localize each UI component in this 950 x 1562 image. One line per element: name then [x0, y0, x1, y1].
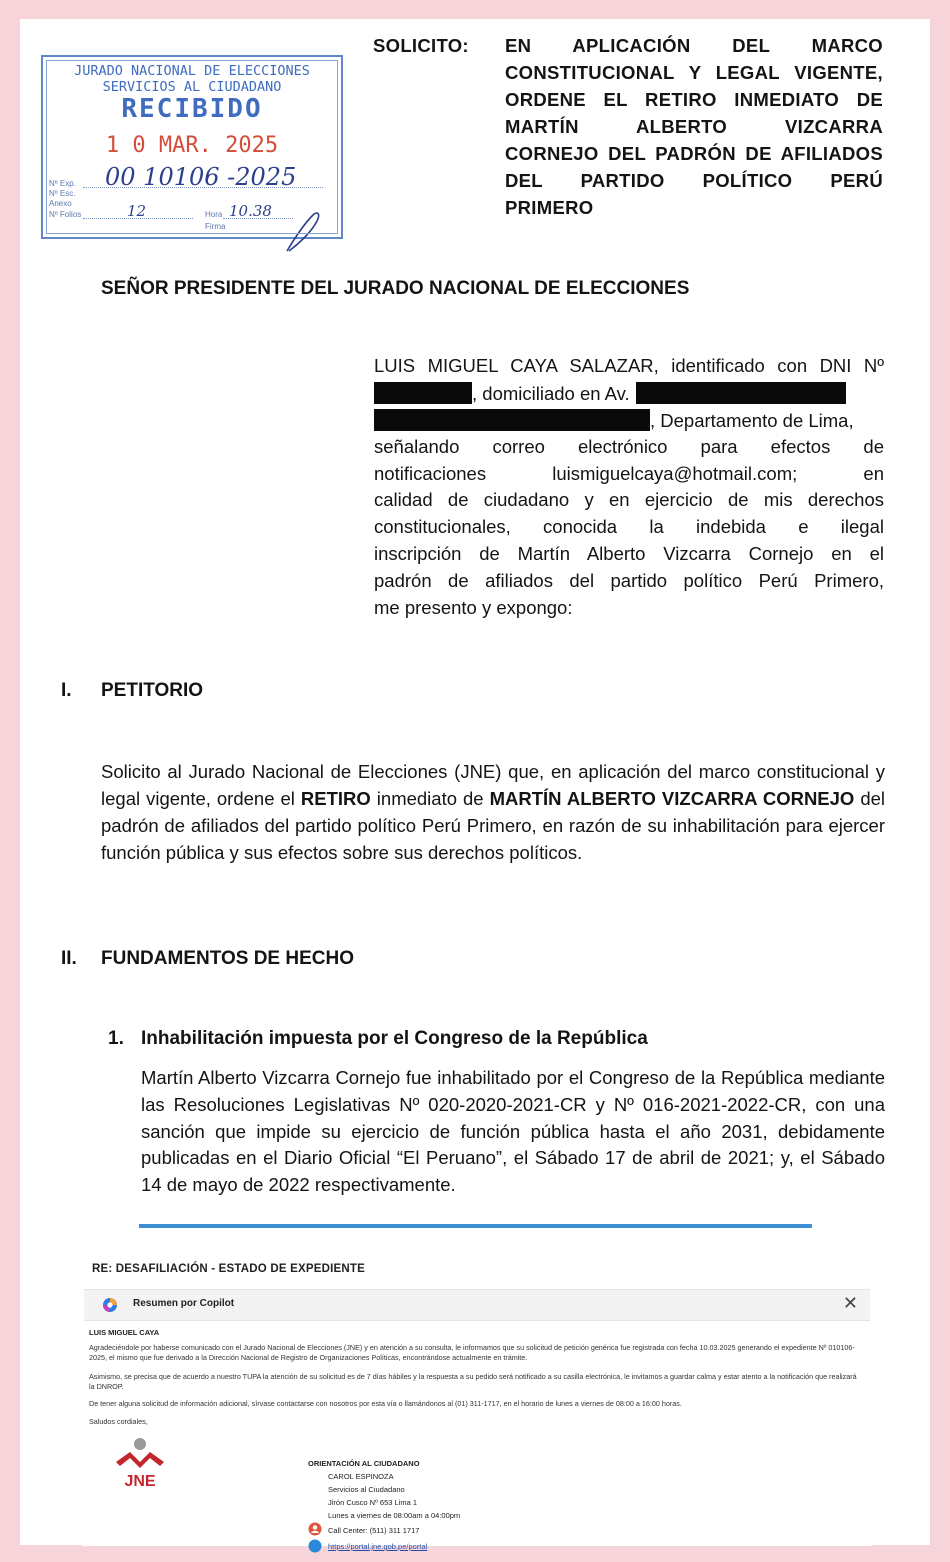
email-paragraph-2: Asimismo, se precisa que de acuerdo a nuestro TUPA la atención de su solicitud es de 7 días hábiles y la respuesta a su pedido será notificado a su casilla electrónica, le invitamos a guardar calma y estar atento a la notificación que realizará la DNROP.: [89, 1372, 857, 1391]
stamp-field-esc: Nº Esc.: [49, 189, 76, 198]
solicito-line: CORNEJO DEL PADRÓN DE AFILIADOS: [505, 143, 883, 164]
portal-link[interactable]: https://portal.jne.gob.pe/portal: [328, 1542, 428, 1551]
intro-line: constitucionales, conocida la indebida e ilegal: [374, 516, 884, 537]
signature-callcenter: Call Center: (511) 311 1717: [328, 1526, 420, 1535]
redacted-dni: [374, 382, 472, 404]
stamp-status: RECIBIDO: [121, 94, 263, 124]
stamp-department: SERVICIOS AL CIUDADANO: [102, 79, 282, 95]
petitorio-text: del padrón de afiliados del partido político Perú Primero, en razón de su inhabilitación para ejercer función pública y sus efectos sobre sus derechos políticos.: [101, 788, 886, 863]
close-icon[interactable]: ✕: [842, 1293, 858, 1313]
section-1-number: I.: [61, 680, 72, 701]
solicito-line: CONSTITUCIONAL Y LEGAL VIGENTE,: [505, 62, 883, 83]
signature-hours: Lunes a viernes de 08:00am a 04:00pm: [328, 1511, 461, 1520]
intro-line: me presento y expongo:: [374, 597, 573, 618]
email-closing: Saludos cordiales,: [89, 1417, 148, 1426]
intro-line: notificaciones luismiguelcaya@hotmail.com; en: [374, 463, 884, 484]
redacted-address: [636, 382, 846, 404]
petitorio-paragraph: [101, 758, 885, 866]
intro-line: calidad de ciudadano y en ejercicio de mis derechos: [374, 489, 884, 510]
intro-line: LUIS MIGUEL CAYA SALAZAR, identificado con DNI Nº: [374, 355, 884, 376]
signature-address: Jirón Cusco Nº 653 Lima 1: [328, 1498, 418, 1507]
signature-name: CAROL ESPINOZA: [328, 1472, 394, 1481]
stamp-folios-value: 12: [127, 202, 147, 220]
section-1-title: PETITORIO: [101, 680, 204, 701]
fact-1-title: Inhabilitación impuesta por el Congreso de la República: [141, 1028, 648, 1049]
stamp-hora-value: 10.38: [229, 202, 272, 220]
fact-1-paragraph: Martín Alberto Vizcarra Cornejo fue inhabilitado por el Congreso de la República mediante las Resoluciones Legislativas Nº 020-2020-2021-CR y Nº 016-2021-2022-CR, con una sanción que impide su ejercicio de función pública hasta el año 2031, debidamente publicadas en el Diario Oficial “El Peruano”, el Sábado 17 de abril de 2021; y, el Sábado 14 de mayo de 2022 respectivamente.: [141, 1067, 885, 1196]
solicito-line: DEL PARTIDO POLÍTICO PERÚ: [505, 170, 883, 191]
email-recipient: LUIS MIGUEL CAYA: [89, 1328, 160, 1337]
stamp-institution: JURADO NACIONAL DE ELECCIONES: [74, 63, 310, 79]
stamp-date: 1 0 MAR. 2025: [105, 133, 279, 158]
solicito-line: ORDENE EL RETIRO INMEDIATO DE: [505, 89, 883, 110]
redacted-address-2: [374, 409, 650, 431]
signature-department: Servicios al Ciudadano: [328, 1485, 405, 1494]
intro-line: padrón de afiliados del partido político Perú Primero,: [374, 570, 884, 591]
globe-icon: [308, 1539, 322, 1546]
email-paragraph-3: De tener alguna solicitud de información adicional, sírvase contactarse con nosotros por esta vía o llamándonos al (01) 311-1717, en el horario de lunes a viernes de 08:00 a 16:00 horas.: [89, 1399, 682, 1408]
stamp-field-firma: Firma: [205, 222, 226, 231]
intro-line: inscripción de Martín Alberto Vizcarra Cornejo en el: [374, 543, 884, 564]
copilot-icon: [102, 1297, 118, 1313]
separator-line: [139, 1224, 812, 1228]
solicito-line: PRIMERO: [505, 197, 594, 218]
reception-stamp: [41, 55, 343, 239]
stamp-exp-number: 00 10106 -2025: [105, 163, 297, 191]
petitorio-bold-retiro: RETIRO: [300, 788, 371, 809]
petitorio-text: inmediato de: [370, 788, 490, 809]
document-page: [20, 19, 930, 1551]
jne-logo: [112, 1436, 168, 1492]
solicito-label: SOLICITO:: [373, 35, 469, 56]
intro-line: [374, 409, 884, 432]
stamp-field-hora: Hora: [205, 210, 223, 219]
stamp-signature-mark: [279, 207, 329, 257]
stamp-dotted-line: [83, 218, 193, 219]
signature-title: ORIENTACIÓN AL CIUDADANO: [308, 1459, 420, 1468]
stamp-field-folios: Nº Folios: [49, 210, 82, 219]
intro-line: [374, 382, 884, 405]
stamp-dotted-line: [83, 187, 323, 188]
stamp-dotted-line: [223, 218, 293, 219]
copilot-label: Resumen por Copilot: [133, 1298, 235, 1309]
jne-logo-text: JNE: [124, 1473, 156, 1490]
email-subject: RE: DESAFILIACIÓN - ESTADO DE EXPEDIENTE: [92, 1263, 365, 1275]
email-paragraph-1: Agradeciéndole por haberse comunicado con el Jurado Nacional de Elecciones (JNE) y en atención a su consulta, le informamos que su solicitud de petición genérica fue registrada con fecha 10.03.2025 generando el expediente Nº 010106-2025, el mismo que fue derivado a la Dirección Nacional de Registro de Organizaciones Políticas, encontrándose actualmente en trámite.: [89, 1343, 855, 1362]
copilot-summary-bar[interactable]: [84, 1289, 870, 1321]
phone-icon: [308, 1522, 322, 1536]
intro-line-text: , domiciliado en Av.: [472, 383, 630, 404]
petitorio-bold-name: MARTÍN ALBERTO VIZCARRA CORNEJO: [489, 788, 855, 809]
petitorio-text: Solicito al Jurado Nacional de Elecciones (JNE) que, en aplicación del marco constitucional y legal vigente, ordene el: [101, 761, 885, 809]
stamp-field-exp: Nº Exp.: [49, 179, 76, 188]
intro-line: señalando correo electrónico para efectos de: [374, 436, 884, 457]
solicito-line: MARTÍN ALBERTO VIZCARRA: [505, 116, 883, 137]
section-2-title: FUNDAMENTOS DE HECHO: [101, 948, 354, 969]
intro-line-text: , Departamento de Lima,: [650, 410, 854, 431]
fact-1-number: 1.: [108, 1028, 124, 1049]
email-screenshot: [82, 1256, 872, 1551]
section-2-number: II.: [61, 948, 77, 969]
solicito-line: EN APLICACIÓN DEL MARCO: [505, 35, 883, 56]
addressee-heading: SEÑOR PRESIDENTE DEL JURADO NACIONAL DE ELECCIONES: [101, 278, 690, 299]
stamp-field-anexo: Anexo: [49, 199, 72, 208]
